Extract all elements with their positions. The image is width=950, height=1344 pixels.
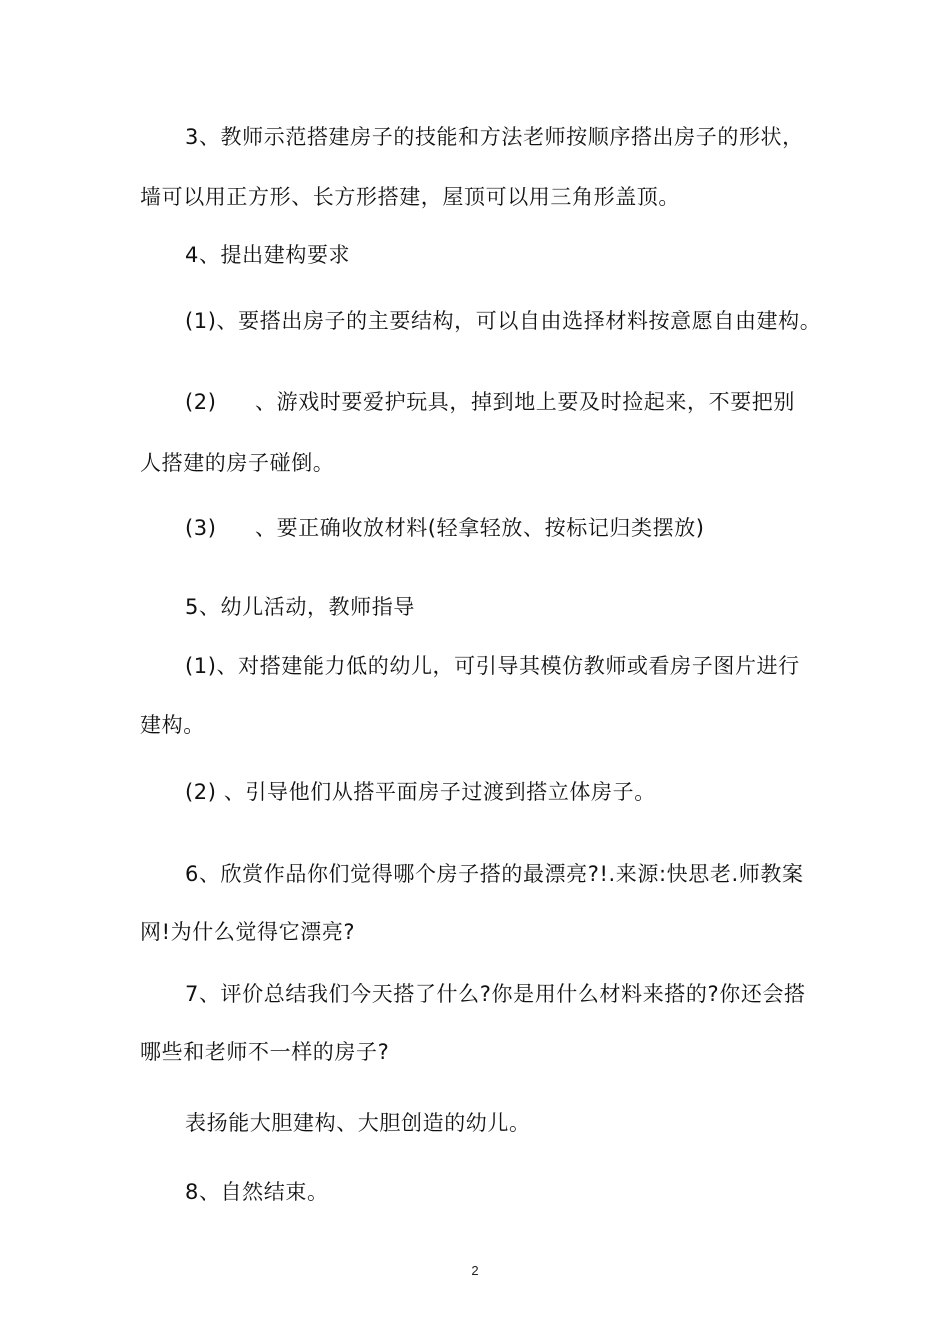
paragraph-step-4-item-3-number: (3): [185, 516, 217, 540]
paragraph-step-3-line-1: 3、教师示范搭建房子的技能和方法老师按顺序搭出房子的形状，: [185, 125, 804, 149]
paragraph-step-6-line-2: 网!为什么觉得它漂亮?: [140, 920, 356, 944]
paragraph-step-6-line-1: 6、欣赏作品你们觉得哪个房子搭的最漂亮?!.来源:快思老.师教案: [185, 862, 804, 886]
paragraph-step-5-item-1-line-2: 建构。: [140, 713, 205, 737]
paragraph-step-4-item-1: (1)、要搭出房子的主要结构，可以自由选择材料按意愿自由建构。: [185, 309, 822, 333]
paragraph-step-4-item-2-line-1: 、游戏时要爱护玩具，掉到地上要及时捡起来，不要把别: [255, 390, 795, 414]
paragraph-step-4-item-2-line-2: 人搭建的房子碰倒。: [140, 451, 335, 475]
paragraph-step-5: 5、幼儿活动，教师指导: [185, 595, 415, 619]
paragraph-step-4: 4、提出建构要求: [185, 243, 351, 267]
paragraph-step-7-line-1: 7、评价总结我们今天搭了什么?你是用什么材料来搭的?你还会搭: [185, 982, 806, 1006]
paragraph-step-4-item-3: 、要正确收放材料(轻拿轻放、按标记归类摆放): [255, 516, 705, 540]
paragraph-praise: 表扬能大胆建构、大胆创造的幼儿。: [185, 1111, 531, 1135]
paragraph-step-7-line-2: 哪些和老师不一样的房子?: [140, 1040, 390, 1064]
paragraph-step-4-item-2-number: (2): [185, 390, 217, 414]
page-number: 2: [471, 1263, 479, 1278]
paragraph-step-8: 8、自然结束。: [185, 1180, 329, 1204]
paragraph-step-5-item-1-line-1: (1)、对搭建能力低的幼儿，可引导其模仿教师或看房子图片进行: [185, 654, 800, 678]
paragraph-step-5-item-2: (2) 、引导他们从搭平面房子过渡到搭立体房子。: [185, 780, 656, 804]
paragraph-step-3-line-2: 墙可以用正方形、长方形搭建，屋顶可以用三角形盖顶。: [140, 185, 680, 209]
